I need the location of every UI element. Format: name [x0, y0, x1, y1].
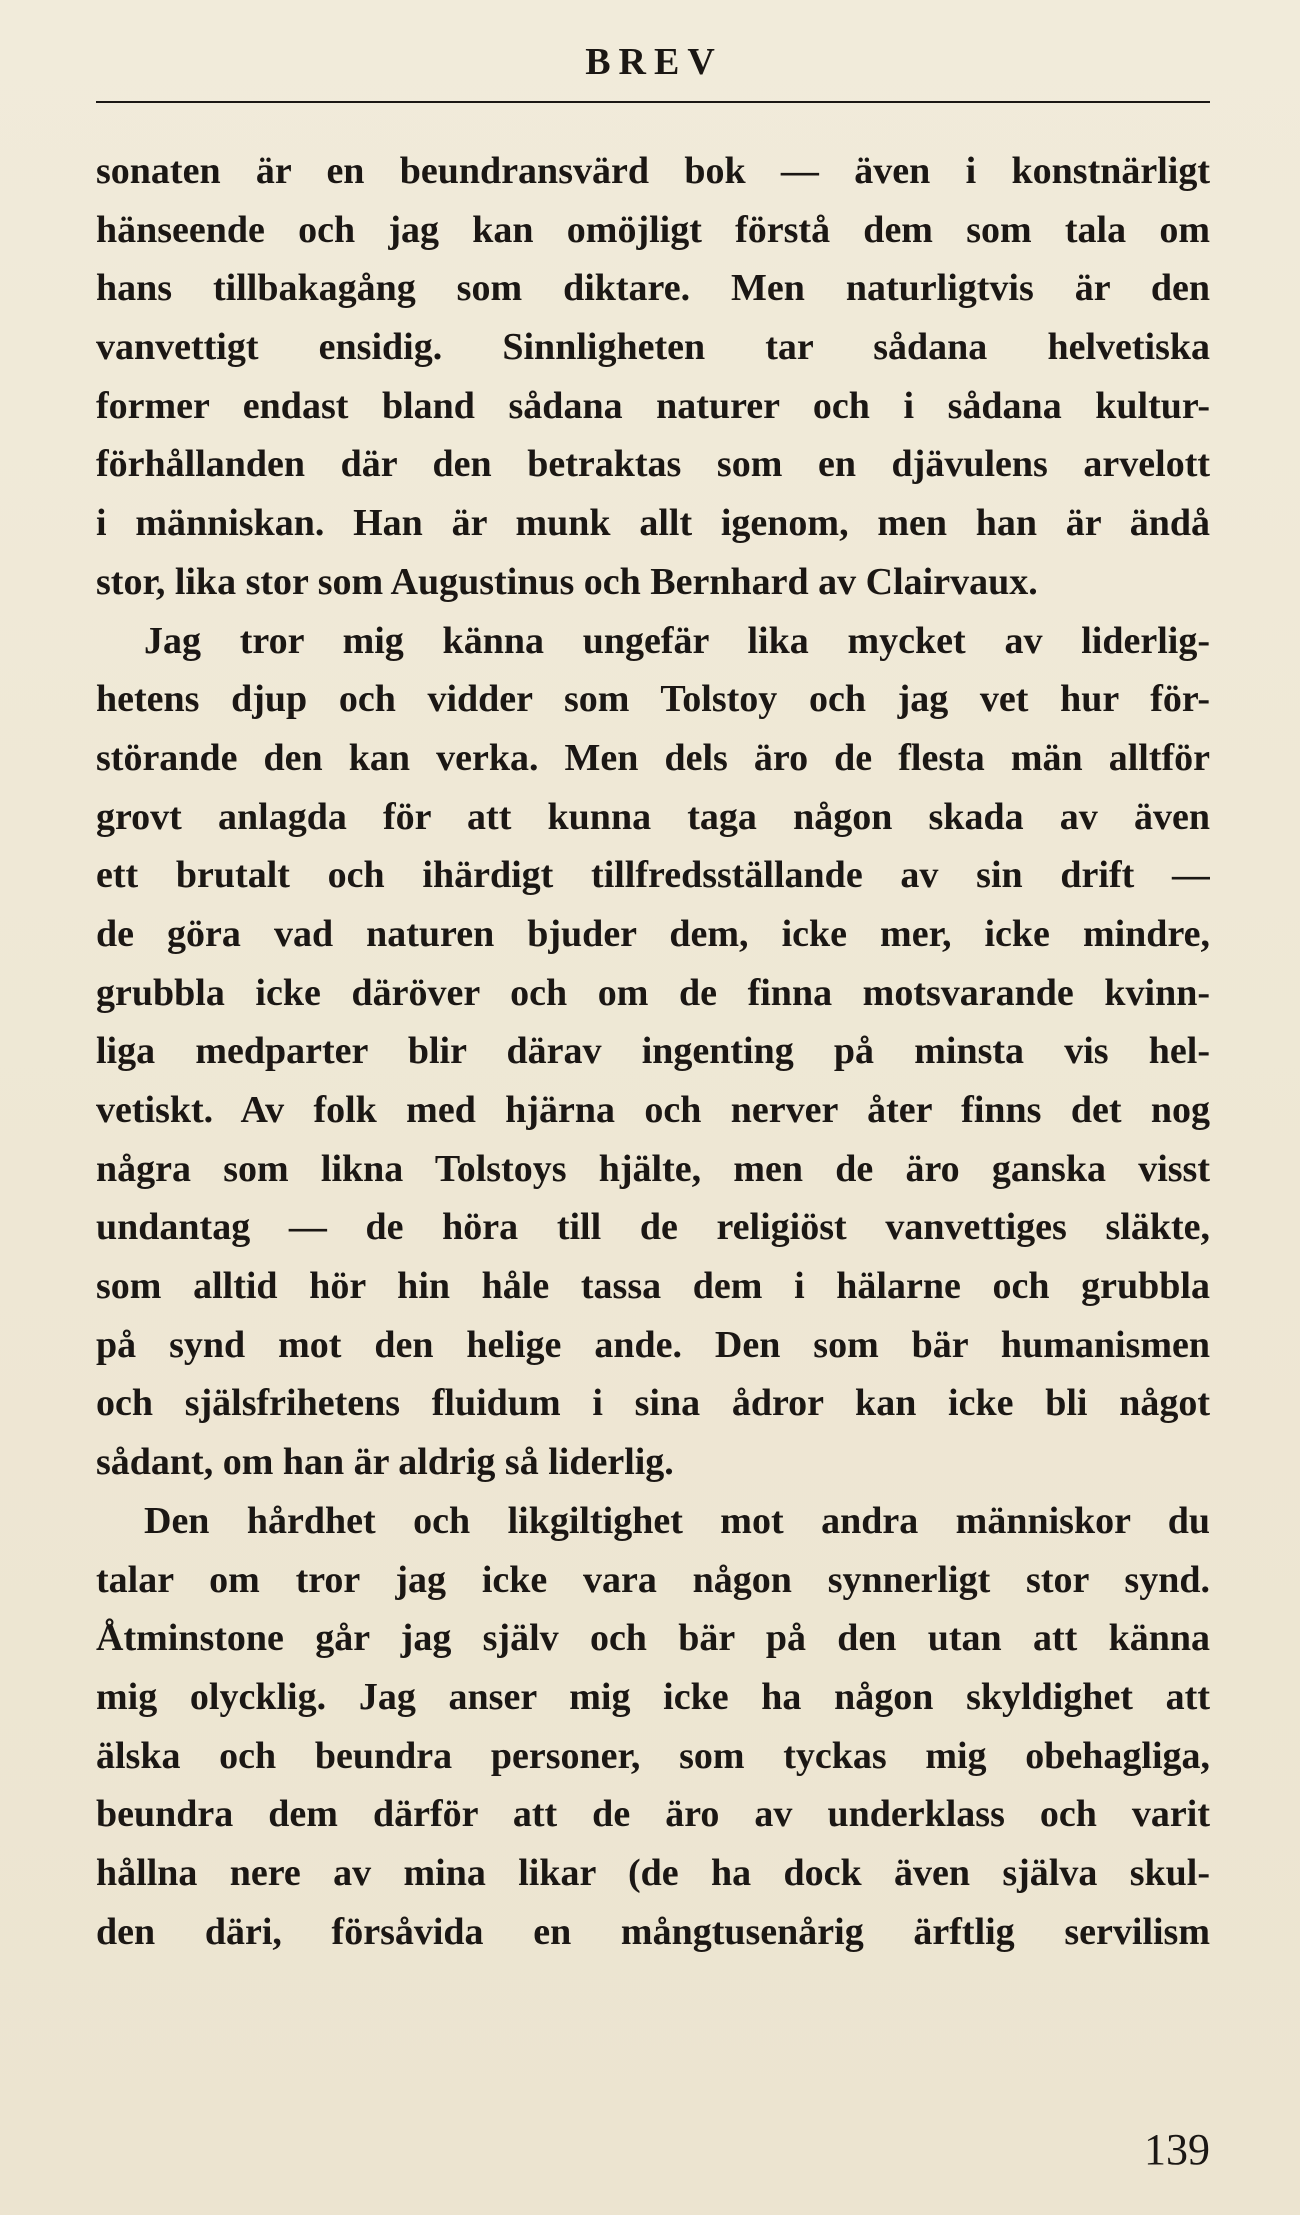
text-line: och själsfrihetens fluidum i sina ådror kan icke bli något	[96, 1382, 1210, 1425]
text-line: talar om tror jag icke vara någon synnerligt stor synd.	[96, 1558, 1210, 1601]
text-line: Åtminstone går jag själv och bär på den utan att känna	[96, 1617, 1210, 1660]
text-line: älska och beundra personer, som tyckas mig obehagliga,	[96, 1734, 1210, 1777]
text-line: former endast bland sådana naturer och i sådana kultur-	[96, 384, 1210, 427]
text-line: grovt anlagda för att kunna taga någon skada av även	[96, 795, 1210, 838]
text-line: störande den kan verka. Men dels äro de flesta män alltför	[96, 736, 1210, 779]
text-line: hans tillbakagång som diktare. Men naturligtvis är den	[96, 267, 1210, 310]
text-line: hänseende och jag kan omöjligt förstå dem som tala om	[96, 208, 1210, 251]
text-line: undantag — de höra till de religiöst vanvettiges släkte,	[96, 1206, 1210, 1249]
text-line: sonaten är en beundransvärd bok — även i konstnärligt	[96, 150, 1210, 192]
text-line: Den hårdhet och likgiltighet mot andra människor du	[144, 1499, 1210, 1542]
text-line: sådant, om han är aldrig så liderlig.	[96, 1441, 674, 1484]
text-line: liga medparter blir därav ingenting på minsta vis hel-	[96, 1030, 1210, 1073]
text-line: den däri, försåvida en mångtusenårig ärftlig servilism	[96, 1910, 1210, 1953]
text-line: beundra dem därför att de äro av underklass och varit	[96, 1793, 1210, 1836]
body-text	[96, 142, 1210, 1961]
text-line: ett brutalt och ihärdigt tillfredsställande av sin drift —	[96, 854, 1210, 897]
text-line: hållna nere av mina likar (de ha dock även själva skul-	[96, 1851, 1210, 1894]
text-line: grubbla icke däröver och om de finna motsvarande kvinn-	[96, 971, 1210, 1014]
text-line: Jag tror mig känna ungefär lika mycket av liderlig-	[144, 619, 1210, 662]
text-line: vanvettigt ensidig. Sinnligheten tar sådana helvetiska	[96, 326, 1210, 369]
text-line: några som likna Tolstoys hjälte, men de äro ganska visst	[96, 1147, 1210, 1190]
text-line: som alltid hör hin håle tassa dem i hälarne och grubbla	[96, 1265, 1210, 1308]
text-line: i människan. Han är munk allt igenom, men han är ändå	[96, 502, 1210, 545]
text-line: förhållanden där den betraktas som en djävulens arvelott	[96, 443, 1210, 486]
text-line: stor, lika stor som Augustinus och Bernhard av Clairvaux.	[96, 560, 1038, 603]
running-head: BREV	[585, 41, 723, 83]
page-number: 139	[1144, 2125, 1210, 2174]
header-rule	[96, 101, 1210, 103]
text-line: de göra vad naturen bjuder dem, icke mer, icke mindre,	[96, 912, 1210, 955]
text-line: på synd mot den helige ande. Den som bär humanismen	[96, 1323, 1210, 1366]
text-line: vetiskt. Av folk med hjärna och nerver åter finns det nog	[96, 1089, 1210, 1131]
text-line: hetens djup och vidder som Tolstoy och jag vet hur för-	[96, 678, 1210, 721]
text-line: mig olycklig. Jag anser mig icke ha någon skyldighet att	[96, 1675, 1210, 1718]
